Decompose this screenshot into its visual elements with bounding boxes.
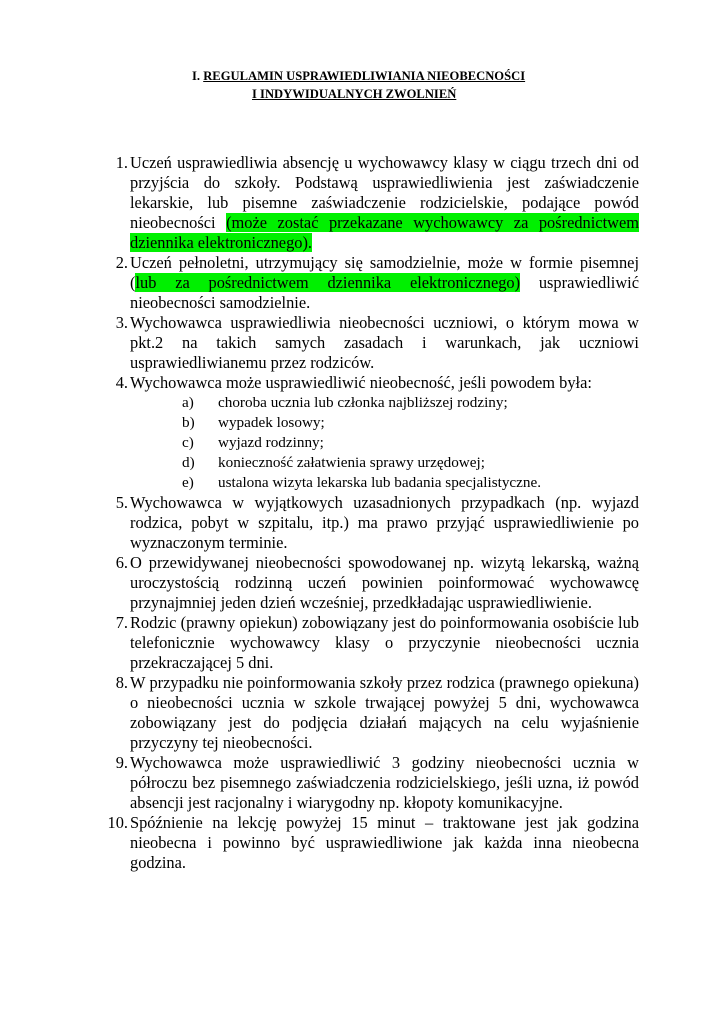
item-text: Wychowawca może usprawiedliwić nieobecność, jeśli powodem była: [130, 373, 592, 392]
item-text-plain: Uczeń pełnoletni, utrzymujący się samodzielnie, może w formie pisemnej ( [130, 253, 639, 292]
document-title-line-2 [252, 86, 456, 102]
item-number: 8. [115, 673, 128, 692]
item-text [130, 153, 639, 253]
list-item [0, 553, 725, 613]
sublist-item [0, 453, 725, 473]
item-text: Rodzic (prawny opiekun) zobowiązany jest do poinformowania osobiście lub telefonicznie wychowawcy klasy o przyczynie nieobecności ucznia przekraczającej 5 dni. [130, 613, 639, 672]
item-text: Wychowawca może usprawiedliwić 3 godziny nieobecności ucznia w półroczu bez pisemnego zaświadczenia rodzicielskiego, jeśli uzna, iż powód absencji jest racjonalny i wiarygodny np. kłopoty komunikacyjne. [130, 753, 639, 812]
sublist-text: wyjazd rodzinny; [218, 434, 324, 451]
document-title-line-1 [192, 68, 525, 84]
item-number: 9. [115, 753, 128, 772]
item-number: 2. [115, 253, 128, 272]
sublist-text: ustalona wizyta lekarska lub badania specjalistyczne. [218, 474, 542, 491]
sublist-letter: e) [182, 474, 194, 491]
item-text: Wychowawca usprawiedliwia nieobecności uczniowi, o którym mowa w pkt.2 na takich samych zasadach i warunkach, jak uczniowi usprawiedliwianemu przez rodziców. [130, 313, 639, 372]
item-text: O przewidywanej nieobecności spowodowanej np. wizytą lekarską, ważną uroczystością rodzinną uczeń powinien poinformować wychowawcę przynajmniej jeden dzień wcześniej, przedkładając usprawiedliwienie. [130, 553, 639, 612]
highlighted-text: lub za pośrednictwem dziennika elektronicznego) [135, 273, 521, 292]
item-number: 3. [115, 313, 128, 332]
item-number: 6. [115, 553, 128, 572]
sublist-text: konieczność załatwienia sprawy urzędowej; [218, 454, 485, 471]
title-line-2: I INDYWIDUALNYCH ZWOLNIEŃ [252, 87, 457, 101]
reasons-sublist [0, 393, 725, 493]
sublist-item [0, 473, 725, 493]
list-item [0, 753, 725, 813]
sublist-item [0, 413, 725, 433]
item-text: W przypadku nie poinformowania szkoły przez rodzica (prawnego opiekuna) o nieobecności ucznia w szkole trwającej powyżej 5 dni, wychowawca zobowiązany jest do podjęcia działań mających na celu wyjaśnienie przyczyny tej nieobecności. [130, 673, 639, 752]
highlighted-text: (może zostać przekazane wychowawcy za pośrednictwem dziennika elektronicznego). [130, 213, 639, 252]
sublist-letter: d) [182, 454, 195, 471]
title-line-1: REGULAMIN USPRAWIEDLIWIANIA NIEOBECNOŚCI [203, 69, 526, 83]
sublist-item [0, 393, 725, 413]
item-number: 1. [115, 153, 128, 172]
sublist-item [0, 433, 725, 453]
item-text [130, 253, 639, 313]
item-number: 5. [115, 493, 128, 512]
list-item [0, 493, 725, 553]
sublist-text: choroba ucznia lub członka najbliższej rodziny; [218, 394, 508, 411]
item-number: 10. [107, 813, 128, 832]
list-item [0, 153, 725, 253]
item-number: 7. [115, 613, 128, 632]
list-item [0, 813, 725, 873]
rules-list [0, 153, 725, 873]
list-item [0, 313, 725, 373]
sublist-letter: a) [182, 394, 194, 411]
list-item [0, 373, 725, 493]
list-item [0, 253, 725, 313]
item-text-plain: Uczeń usprawiedliwia absencję u wychowawcy klasy w ciągu trzech dni od przyjścia do szkoły. Podstawą usprawiedliwienia jest zaświadczenie lekarskie, lub pisemne zaświadczenie rodzicielskie, podające powód nieobecności [130, 153, 639, 232]
item-text: Wychowawca w wyjątkowych uzasadnionych przypadkach (np. wyjazd rodzica, pobyt w szpitalu, itp.) ma prawo przyjąć usprawiedliwienie po wyznaczonym terminie. [130, 493, 639, 552]
item-number: 4. [115, 373, 128, 392]
title-prefix: I. [192, 69, 204, 83]
item-text-after: usprawiedliwić nieobecności samodzielnie. [130, 273, 639, 312]
sublist-text: wypadek losowy; [218, 414, 325, 431]
sublist-letter: c) [182, 434, 194, 451]
list-item [0, 673, 725, 753]
item-text: Spóźnienie na lekcję powyżej 15 minut – traktowane jest jak godzina nieobecna i powinno być usprawiedliwione jak każda inna nieobecna godzina. [130, 813, 639, 872]
sublist-letter: b) [182, 414, 195, 431]
list-item [0, 613, 725, 673]
